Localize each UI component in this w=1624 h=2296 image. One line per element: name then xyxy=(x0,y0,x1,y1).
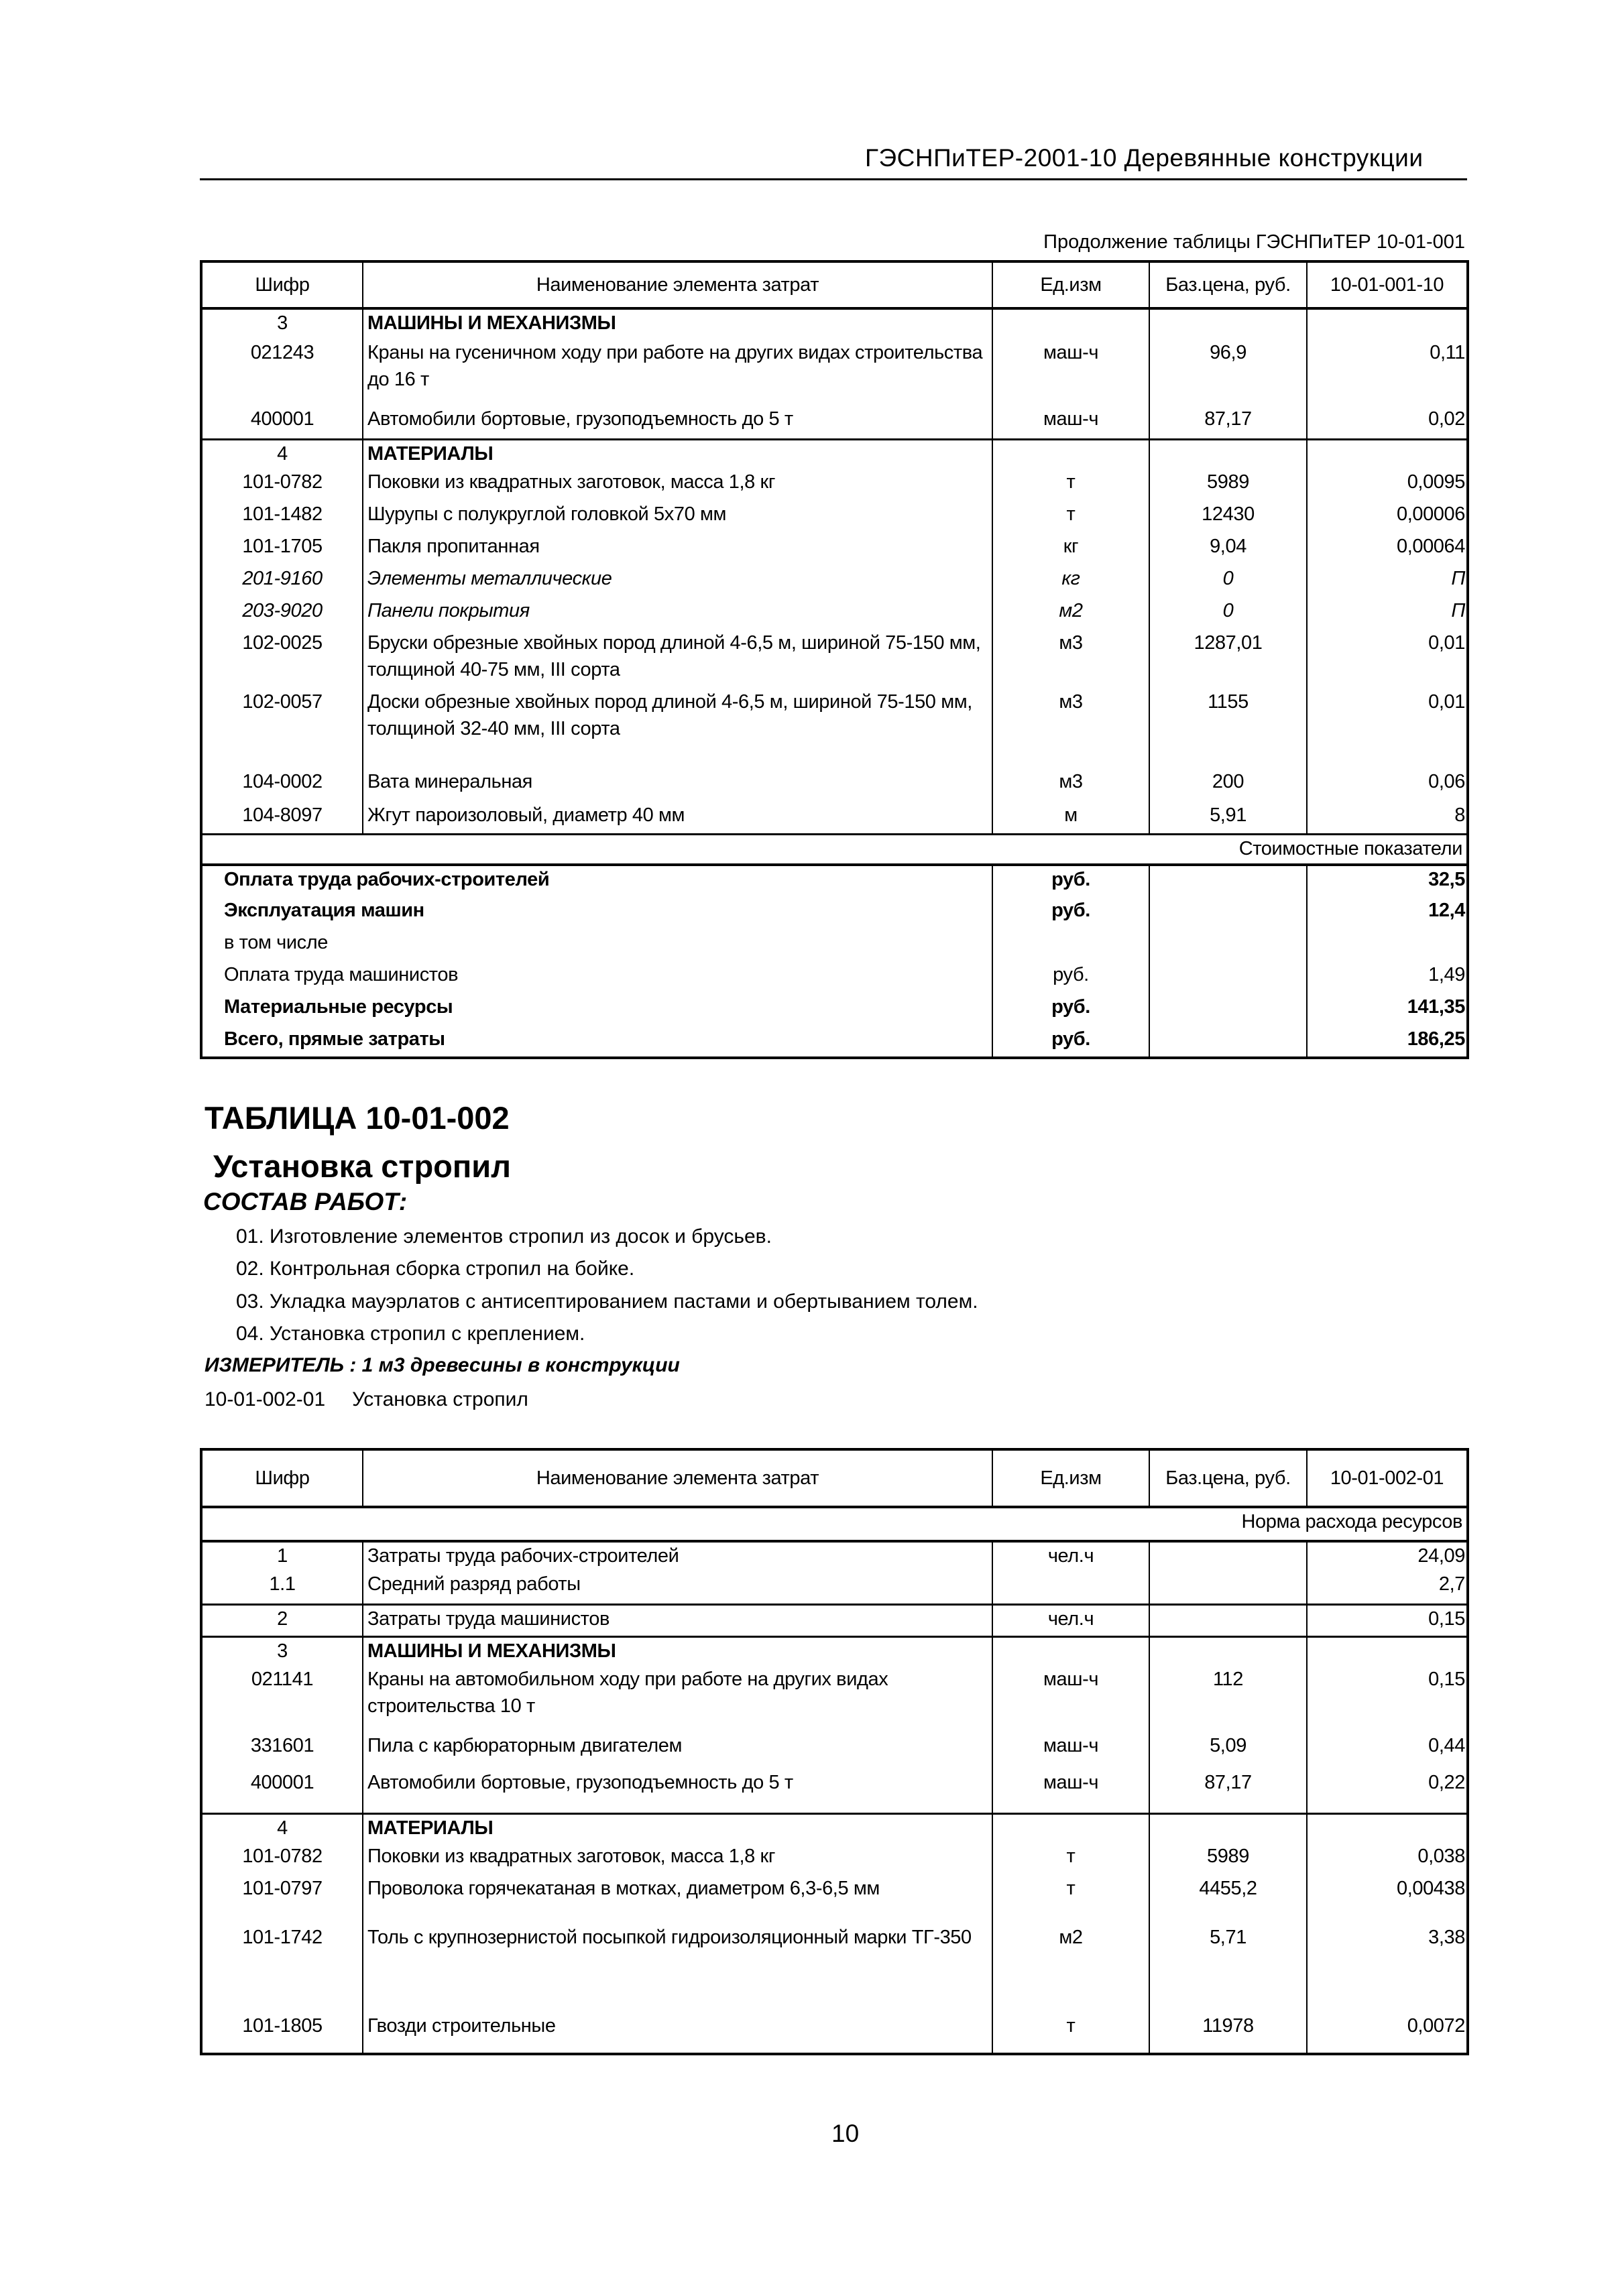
row-code: 101-1482 xyxy=(201,501,363,533)
row-unit xyxy=(992,1636,1149,1666)
table-row xyxy=(201,2012,1468,2054)
row-name xyxy=(363,1666,992,1732)
table-row xyxy=(201,629,1468,688)
section-band-row xyxy=(201,1507,1468,1541)
row-unit: м2 xyxy=(992,597,1149,629)
cost-label: Оплата труда рабочих-строителей xyxy=(201,865,992,897)
row-name-text: Пакля пропитанная xyxy=(367,536,540,557)
row-norm-value: 2,7 xyxy=(1307,1571,1468,1604)
col-price-header: Баз.цена, руб. xyxy=(1149,1449,1307,1507)
table-row xyxy=(201,1604,1468,1636)
row-unit: м xyxy=(992,802,1149,834)
row-norm-value: 0,0095 xyxy=(1307,469,1468,501)
row-name xyxy=(363,501,992,533)
row-name xyxy=(363,308,992,339)
row-price: 12430 xyxy=(1149,501,1307,533)
cost-row xyxy=(201,1026,1468,1058)
cost-value xyxy=(1307,929,1468,961)
row-code: 400001 xyxy=(201,406,363,439)
row-name-text: Бруски обрезные хвойных пород длиной 4-6,5 м, шириной 75-150 мм, толщиной 40-75 мм, III сорта xyxy=(367,632,981,680)
row-code: 101-0797 xyxy=(201,1875,363,1924)
col-norm-header: 10-01-002-01 xyxy=(1307,1449,1468,1507)
row-code: 101-1705 xyxy=(201,533,363,565)
cost-label: Материальные ресурсы xyxy=(201,993,992,1026)
row-code: 021243 xyxy=(201,339,363,406)
row-norm-value: 0,00438 xyxy=(1307,1875,1468,1924)
row-unit: м3 xyxy=(992,688,1149,768)
row-norm-value: 0,44 xyxy=(1307,1732,1468,1769)
row-price: 5989 xyxy=(1149,1843,1307,1875)
row-price: 4455,2 xyxy=(1149,1875,1307,1924)
row-name xyxy=(363,533,992,565)
table-subtitle: Установка стропил xyxy=(213,1148,511,1184)
cost-unit: руб. xyxy=(992,993,1149,1026)
table-row xyxy=(201,1666,1468,1732)
row-unit: т xyxy=(992,469,1149,501)
row-price: 1155 xyxy=(1149,688,1307,768)
table-row xyxy=(201,802,1468,834)
row-code: 331601 xyxy=(201,1732,363,1769)
row-name-text: МАТЕРИАЛЫ xyxy=(367,1817,494,1839)
row-price: 5,09 xyxy=(1149,1732,1307,1769)
row-unit: м2 xyxy=(992,1924,1149,2012)
table-row xyxy=(201,597,1468,629)
row-price: 96,9 xyxy=(1149,339,1307,406)
cost-value: 186,25 xyxy=(1307,1026,1468,1058)
row-code: 104-8097 xyxy=(201,802,363,834)
section-band-label: Стоимостные показатели xyxy=(201,834,1468,865)
row-name-text: Краны на автомобильном ходу при работе на других видах строительства 10 т xyxy=(367,1669,888,1717)
cost-label: в том числе xyxy=(201,929,992,961)
row-norm-value: 0,22 xyxy=(1307,1769,1468,1813)
table-row xyxy=(201,406,1468,439)
cost-empty xyxy=(1149,961,1307,993)
composition-heading: СОСТАВ РАБОТ: xyxy=(203,1188,408,1215)
row-unit: маш-ч xyxy=(992,1769,1149,1813)
row-code: 2 xyxy=(201,1604,363,1636)
cost-row xyxy=(201,961,1468,993)
row-code: 102-0025 xyxy=(201,629,363,688)
work-item: 04. Установка стропил с креплением. xyxy=(236,1323,585,1345)
row-name-text: Элементы металлические xyxy=(367,568,612,589)
row-norm-value: 24,09 xyxy=(1307,1541,1468,1571)
table-row xyxy=(201,1571,1468,1604)
row-name xyxy=(363,802,992,834)
row-unit xyxy=(992,1813,1149,1843)
row-price: 9,04 xyxy=(1149,533,1307,565)
cost-empty xyxy=(1149,929,1307,961)
row-code: 3 xyxy=(201,308,363,339)
row-name-text: Шурупы с полукруглой головкой 5х70 мм xyxy=(367,503,727,525)
row-name xyxy=(363,1843,992,1875)
row-price: 5,91 xyxy=(1149,802,1307,834)
table-continuation-caption: Продолжение таблицы ГЭСНПиТЕР 10-01-001 xyxy=(1043,231,1465,253)
norm-code-line xyxy=(205,1388,528,1411)
cost-label: Оплата труда машинистов xyxy=(201,961,992,993)
table-row xyxy=(201,565,1468,597)
row-price: 200 xyxy=(1149,768,1307,802)
table-row xyxy=(201,339,1468,406)
row-price xyxy=(1149,1604,1307,1636)
row-name xyxy=(363,406,992,439)
row-price: 5989 xyxy=(1149,469,1307,501)
row-name xyxy=(363,597,992,629)
row-name xyxy=(363,2012,992,2054)
row-price xyxy=(1149,1813,1307,1843)
row-unit xyxy=(992,1571,1149,1604)
row-unit: т xyxy=(992,2012,1149,2054)
cost-row xyxy=(201,929,1468,961)
row-name xyxy=(363,1636,992,1666)
table-title: ТАБЛИЦА 10-01-002 xyxy=(205,1100,510,1136)
col-norm-header: 10-01-001-10 xyxy=(1307,261,1468,308)
table-header-row xyxy=(201,1449,1468,1507)
row-norm-value: 0,01 xyxy=(1307,629,1468,688)
row-name xyxy=(363,439,992,469)
row-code: 104-0002 xyxy=(201,768,363,802)
row-code: 101-1742 xyxy=(201,1924,363,2012)
row-price: 5,71 xyxy=(1149,1924,1307,2012)
row-norm-value: 0,0072 xyxy=(1307,2012,1468,2054)
row-name-text: Поковки из квадратных заготовок, масса 1,8 кг xyxy=(367,1846,775,1867)
row-norm-value xyxy=(1307,308,1468,339)
cost-label: Всего, прямые затраты xyxy=(201,1026,992,1058)
row-name-text: Пила с карбюраторным двигателем xyxy=(367,1735,683,1756)
row-code: 4 xyxy=(201,439,363,469)
table-row xyxy=(201,1732,1468,1769)
row-unit: чел.ч xyxy=(992,1604,1149,1636)
table-row xyxy=(201,768,1468,802)
row-price xyxy=(1149,1571,1307,1604)
row-name-text: Гвозди строительные xyxy=(367,2015,556,2037)
row-code: 101-0782 xyxy=(201,1843,363,1875)
table-row xyxy=(201,501,1468,533)
row-price: 87,17 xyxy=(1149,1769,1307,1813)
row-unit xyxy=(992,308,1149,339)
table-row xyxy=(201,1541,1468,1571)
measure-unit: ИЗМЕРИТЕЛЬ : 1 м3 древесины в конструкции xyxy=(205,1354,680,1376)
row-norm-value: 0,02 xyxy=(1307,406,1468,439)
row-code: 1.1 xyxy=(201,1571,363,1604)
row-norm-value: 3,38 xyxy=(1307,1924,1468,2012)
row-name-text: Поковки из квадратных заготовок, масса 1,8 кг xyxy=(367,471,775,493)
row-name xyxy=(363,1732,992,1769)
table-header-row xyxy=(201,261,1468,308)
section-row xyxy=(201,1636,1468,1666)
cost-label: Эксплуатация машин xyxy=(201,897,992,929)
cost-unit: руб. xyxy=(992,961,1149,993)
row-name-text: Вата минеральная xyxy=(367,771,532,792)
row-unit: т xyxy=(992,501,1149,533)
row-name-text: Автомобили бортовые, грузоподъемность до 5 т xyxy=(367,408,793,430)
cost-empty xyxy=(1149,897,1307,929)
row-name-text: Затраты труда рабочих-строителей xyxy=(367,1545,679,1567)
row-name-text: МАТЕРИАЛЫ xyxy=(367,442,494,465)
cost-empty xyxy=(1149,1026,1307,1058)
row-name xyxy=(363,1924,992,2012)
row-price xyxy=(1149,1636,1307,1666)
row-name xyxy=(363,1813,992,1843)
col-unit-header: Ед.изм xyxy=(992,261,1149,308)
row-norm-value: 0,15 xyxy=(1307,1666,1468,1732)
cost-value: 12,4 xyxy=(1307,897,1468,929)
row-unit: т xyxy=(992,1843,1149,1875)
row-name xyxy=(363,339,992,406)
row-unit: кг xyxy=(992,565,1149,597)
work-item: 02. Контрольная сборка стропил на бойке. xyxy=(236,1258,635,1280)
row-unit: т xyxy=(992,1875,1149,1924)
row-unit: маш-ч xyxy=(992,1732,1149,1769)
row-code: 101-0782 xyxy=(201,469,363,501)
row-price: 1287,01 xyxy=(1149,629,1307,688)
row-code: 4 xyxy=(201,1813,363,1843)
table-row xyxy=(201,469,1468,501)
row-name-text: Панели покрытия xyxy=(367,600,530,621)
row-price: 112 xyxy=(1149,1666,1307,1732)
row-code: 400001 xyxy=(201,1769,363,1813)
row-code: 201-9160 xyxy=(201,565,363,597)
header-rule xyxy=(200,178,1467,180)
row-name xyxy=(363,469,992,501)
row-unit: м3 xyxy=(992,768,1149,802)
norm-code: 10-01-002-01 xyxy=(205,1388,326,1410)
row-name xyxy=(363,768,992,802)
row-name xyxy=(363,1875,992,1924)
col-unit-header: Ед.изм xyxy=(992,1449,1149,1507)
row-code: 203-9020 xyxy=(201,597,363,629)
row-name-text: Средний разряд работы xyxy=(367,1573,581,1595)
row-name-text: Автомобили бортовые, грузоподъемность до 5 т xyxy=(367,1772,793,1793)
row-price: 11978 xyxy=(1149,2012,1307,2054)
row-price: 87,17 xyxy=(1149,406,1307,439)
cost-value: 141,35 xyxy=(1307,993,1468,1026)
row-norm-value: 8 xyxy=(1307,802,1468,834)
col-code-header: Шифр xyxy=(201,261,363,308)
row-name-text: Краны на гусеничном ходу при работе на других видах строительства до 16 т xyxy=(367,342,983,390)
col-price-header: Баз.цена, руб. xyxy=(1149,261,1307,308)
row-unit: кг xyxy=(992,533,1149,565)
table-row xyxy=(201,1924,1468,2012)
row-name-text: МАШИНЫ И МЕХАНИЗМЫ xyxy=(367,1640,616,1662)
cost-row xyxy=(201,897,1468,929)
table-row xyxy=(201,1769,1468,1813)
row-name-text: Толь с крупнозернистой посыпкой гидроизоляционный марки ТГ-350 xyxy=(367,1927,972,1948)
work-item: 01. Изготовление элементов стропил из досок и брусьев. xyxy=(236,1225,772,1248)
row-norm-value: 0,01 xyxy=(1307,688,1468,768)
cost-value: 32,5 xyxy=(1307,865,1468,897)
work-item: 03. Укладка мауэрлатов с антисептированием пастами и обертыванием толем. xyxy=(236,1290,978,1313)
row-norm-value: П xyxy=(1307,565,1468,597)
row-code: 1 xyxy=(201,1541,363,1571)
row-price xyxy=(1149,1541,1307,1571)
row-name xyxy=(363,629,992,688)
row-unit: маш-ч xyxy=(992,1666,1149,1732)
cost-unit: руб. xyxy=(992,897,1149,929)
running-header: ГЭСНПиТЕР-2001-10 Деревянные конструкции xyxy=(865,144,1424,172)
cost-empty xyxy=(1149,865,1307,897)
row-price: 0 xyxy=(1149,565,1307,597)
cost-unit xyxy=(992,929,1149,961)
row-code: 102-0057 xyxy=(201,688,363,768)
row-norm-value: 0,038 xyxy=(1307,1843,1468,1875)
row-name xyxy=(363,1541,992,1571)
col-code-header: Шифр xyxy=(201,1449,363,1507)
cost-row xyxy=(201,865,1468,897)
row-norm-value: 0,06 xyxy=(1307,768,1468,802)
row-name xyxy=(363,1604,992,1636)
row-name xyxy=(363,1571,992,1604)
row-norm-value xyxy=(1307,1813,1468,1843)
row-unit xyxy=(992,439,1149,469)
row-name-text: Жгут пароизоловый, диаметр 40 мм xyxy=(367,804,685,826)
cost-row xyxy=(201,993,1468,1026)
row-code: 3 xyxy=(201,1636,363,1666)
row-norm-value: 0,15 xyxy=(1307,1604,1468,1636)
cost-unit: руб. xyxy=(992,865,1149,897)
row-unit: м3 xyxy=(992,629,1149,688)
row-unit: маш-ч xyxy=(992,406,1149,439)
row-norm-value xyxy=(1307,1636,1468,1666)
row-price xyxy=(1149,439,1307,469)
section-band-row xyxy=(201,834,1468,865)
resource-table-10-01-001 xyxy=(200,260,1469,1059)
row-price: 0 xyxy=(1149,597,1307,629)
cost-empty xyxy=(1149,993,1307,1026)
col-name-header: Наименование элемента затрат xyxy=(363,1449,992,1507)
row-name-text: МАШИНЫ И МЕХАНИЗМЫ xyxy=(367,312,616,334)
row-unit: маш-ч xyxy=(992,339,1149,406)
row-norm-value xyxy=(1307,439,1468,469)
row-name xyxy=(363,565,992,597)
row-code: 021141 xyxy=(201,1666,363,1732)
row-name-text: Доски обрезные хвойных пород длиной 4-6,5 м, шириной 75-150 мм, толщиной 32-40 мм, III сорта xyxy=(367,691,972,739)
col-name-header: Наименование элемента затрат xyxy=(363,261,992,308)
norm-code-name: Установка стропил xyxy=(352,1388,528,1410)
cost-value: 1,49 xyxy=(1307,961,1468,993)
page-number: 10 xyxy=(831,2120,860,2147)
cost-unit: руб. xyxy=(992,1026,1149,1058)
section-row xyxy=(201,439,1468,469)
row-name xyxy=(363,1769,992,1813)
row-norm-value: 0,00006 xyxy=(1307,501,1468,533)
row-name-text: Затраты труда машинистов xyxy=(367,1608,610,1630)
row-name-text: Проволока горячекатаная в мотках, диаметром 6,3-6,5 мм xyxy=(367,1878,880,1899)
section-row xyxy=(201,308,1468,339)
row-unit: чел.ч xyxy=(992,1541,1149,1571)
row-norm-value: 0,00064 xyxy=(1307,533,1468,565)
row-code: 101-1805 xyxy=(201,2012,363,2054)
table-row xyxy=(201,1843,1468,1875)
section-row xyxy=(201,1813,1468,1843)
row-name xyxy=(363,688,992,768)
row-price xyxy=(1149,308,1307,339)
row-norm-value: П xyxy=(1307,597,1468,629)
table-row xyxy=(201,688,1468,768)
resource-table-10-01-002 xyxy=(200,1448,1469,2055)
section-band-label: Норма расхода ресурсов xyxy=(201,1507,1468,1541)
row-norm-value: 0,11 xyxy=(1307,339,1468,406)
table-row xyxy=(201,533,1468,565)
table-row xyxy=(201,1875,1468,1924)
